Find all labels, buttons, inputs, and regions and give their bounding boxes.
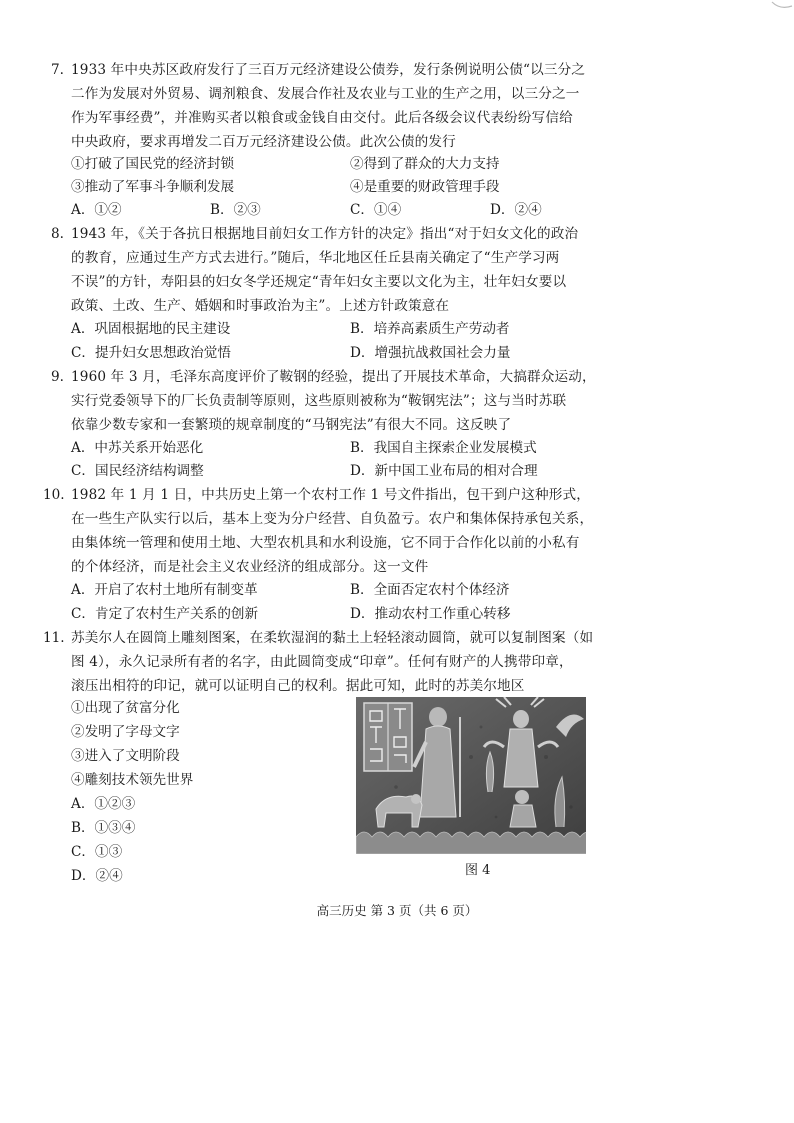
question-number: 10. — [43, 487, 65, 503]
figure-caption: 图 4 — [465, 863, 491, 878]
option-a[interactable]: A．开启了农村土地所有制变革 — [71, 582, 258, 598]
question-number: 7. — [51, 62, 64, 78]
statement: ③进入了文明阶段 — [71, 748, 180, 764]
question-number: 8. — [51, 226, 64, 242]
option-b[interactable]: B．培养高素质生产劳动者 — [350, 321, 510, 337]
question-text-line: 滚压出相符的印记，就可以证明自己的权利。据此可知，此时的苏美尔地区 — [71, 678, 525, 694]
cylinder-seal-figure — [356, 697, 586, 854]
question-text-line: 政策、土改、生产、婚姻和时事政治为主”。上述方针政策意在 — [71, 298, 450, 314]
statement: ②得到了群众的大力支持 — [350, 156, 500, 172]
page-footer: 高三历史 第 3 页（共 6 页） — [316, 903, 478, 918]
question-text-line: 作为军事经费”，并准购买者以粮食或金钱自由交付。此后各级会议代表纷纷写信给 — [71, 110, 573, 126]
question-text-line: 1943 年，《关于各抗日根据地目前妇女工作方针的决定》指出“对于妇女文化的政治 — [71, 226, 579, 242]
statement: ②发明了字母文字 — [71, 724, 180, 740]
statement: ③推动了军事斗争顺利发展 — [71, 179, 235, 195]
question-text-line: 苏美尔人在圆筒上雕刻图案，在柔软湿润的黏土上轻轻滚动圆筒，就可以复制图案（如 — [71, 630, 594, 646]
option-a[interactable]: A．巩固根据地的民主建设 — [71, 321, 231, 337]
statement: ④是重要的财政管理手段 — [350, 179, 500, 195]
option-b[interactable]: B．②③ — [210, 202, 261, 218]
option-d[interactable]: D．新中国工业布局的相对合理 — [350, 463, 538, 479]
statement: ④雕刻技术领先世界 — [71, 772, 194, 788]
question-text-line: 不误”的方针，寿阳县的妇女冬学还规定“青年妇女主要以文化为主，壮年妇女要以 — [71, 274, 567, 290]
option-d[interactable]: D．②④ — [71, 868, 123, 884]
option-c[interactable]: C．提升妇女思想政治觉悟 — [71, 345, 231, 361]
question-text-line: 中央政府，要求再增发二百万元经济建设公债。此次公债的发行 — [71, 134, 456, 150]
option-a[interactable]: A．中苏关系开始恶化 — [71, 440, 204, 456]
seal-relief-image — [356, 697, 586, 854]
option-c[interactable]: C．①③ — [71, 844, 123, 860]
option-b[interactable]: B．我国自主探索企业发展模式 — [350, 440, 537, 456]
question-text-line: 二作为发展对外贸易、调剂粮食、发展合作社及农业与工业的生产之用，以三分之一 — [71, 86, 580, 102]
question-number: 11. — [43, 630, 65, 646]
option-b[interactable]: B．①③④ — [71, 820, 136, 836]
question-text-line: 由集体统一管理和使用土地、大型农机具和水利设施，它不同于合作化以前的小私有 — [71, 535, 580, 551]
statement: ①打破了国民党的经济封锁 — [71, 156, 235, 172]
option-c[interactable]: C．国民经济结构调整 — [71, 463, 204, 479]
statement: ①出现了贫富分化 — [71, 700, 180, 716]
option-b[interactable]: B．全面否定农村个体经济 — [350, 582, 510, 598]
question-text-line: 依靠少数专家和一套繁琐的规章制度的“马钢宪法”有很大不同。这反映了 — [71, 417, 512, 433]
option-d[interactable]: D．②④ — [490, 202, 542, 218]
question-text-line: 1933 年中央苏区政府发行了三百万元经济建设公债券，发行条例说明公债“以三分之 — [71, 62, 586, 78]
option-c[interactable]: C．肯定了农村生产关系的创新 — [71, 606, 259, 622]
question-text-line: 实行党委领导下的厂长负责制等原则，这些原则被称为“鞍钢宪法”；这与当时苏联 — [71, 393, 567, 409]
question-number: 9. — [51, 369, 64, 385]
question-text-line: 的教育，应通过生产方式去进行。”随后，华北地区任丘县南关确定了“生产学习两 — [71, 250, 560, 266]
option-a[interactable]: A．①② — [71, 202, 122, 218]
option-a[interactable]: A．①②③ — [71, 796, 136, 812]
question-text-line: 在一些生产队实行以后，基本上变为分户经营、自负盈亏。农户和集体保持承包关系， — [71, 511, 594, 527]
option-d[interactable]: D．推动农村工作重心转移 — [350, 606, 511, 622]
question-text-line: 的个体经济，而是社会主义农业经济的组成部分。这一文件 — [71, 559, 429, 575]
question-text-line: 图 4），永久记录所有者的名字，由此圆筒变成“印章”。任何有财产的人携带印章， — [71, 654, 573, 670]
option-d[interactable]: D．增强抗战救国社会力量 — [350, 345, 511, 361]
option-c[interactable]: C．①④ — [350, 202, 402, 218]
question-text-line: 1982 年 1 月 1 日，中共历史上第一个农村工作 1 号文件指出，包干到户这种形式， — [71, 487, 590, 503]
question-text-line: 1960 年 3 月，毛泽东高度评价了鞍钢的经验，提出了开展技术革命，大搞群众运动， — [71, 369, 596, 385]
scan-corner-mark — [770, 0, 794, 16]
